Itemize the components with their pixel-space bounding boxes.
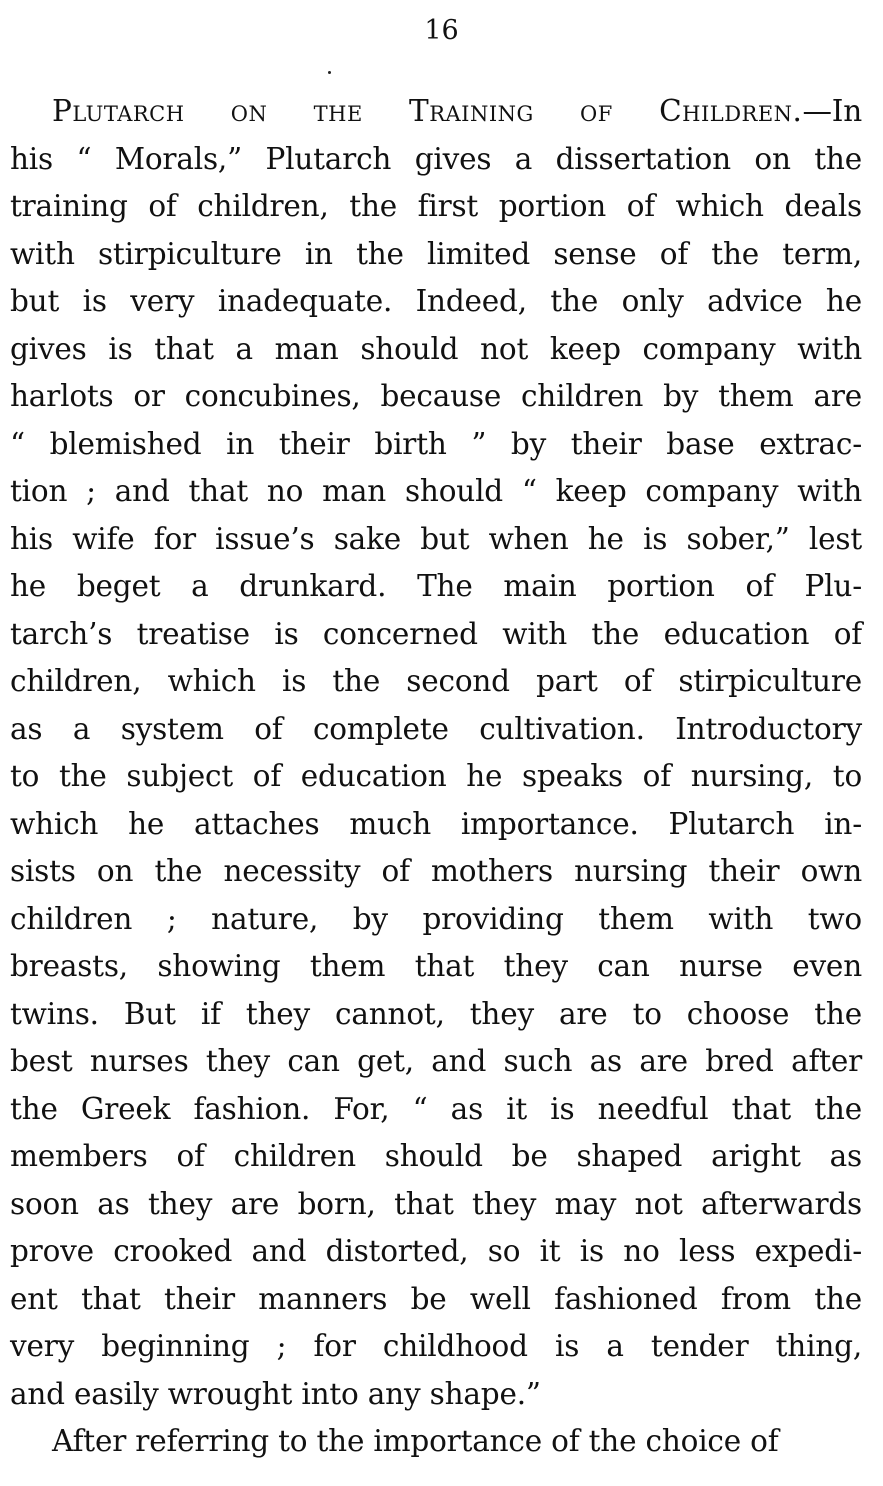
text-line: children ; nature, by providing them with two <box>10 901 862 936</box>
text-line: best nurses they can get, and such as are bred after <box>10 1044 862 1078</box>
text-line: sists on the necessity of mothers nursing their own <box>10 854 862 888</box>
text-line: his “ Morals,” Plutarch gives a dissertation on the <box>10 141 862 176</box>
text-line: to the subject of education he speaks of nursing, to <box>10 759 862 793</box>
paragraph-next <box>10 1418 862 1466</box>
section-heading: Plutarch on the Training of Children. <box>52 94 803 128</box>
text-line: soon as they are born, that they may not afterwards <box>10 1186 862 1221</box>
text-line: After referring to the importance of the choice of <box>52 1424 779 1458</box>
text-line: which he attaches much importance. Plutarch in- <box>10 806 862 841</box>
text-line-fragment: —In <box>802 94 862 128</box>
text-line: with stirpiculture in the limited sense of the term, <box>10 236 862 271</box>
text-line: the Greek fashion. For, “ as it is needful that the <box>10 1091 862 1126</box>
text-line: training of children, the first portion of which deals <box>10 189 862 223</box>
text-line: he beget a drunkard. The main portion of Plu- <box>10 569 862 603</box>
text-line: tion ; and that no man should “ keep company with <box>10 474 862 508</box>
text-line: and easily wrought into any shape.” <box>10 1376 541 1411</box>
text-line: as a system of complete cultivation. Introductory <box>10 711 862 746</box>
text-line: his wife for issue’s sake but when he is sober,” lest <box>10 521 862 556</box>
text-line: harlots or concubines, because children by them are <box>10 379 862 413</box>
text-line <box>10 88 862 136</box>
text-line: ent that their manners be well fashioned from the <box>10 1281 862 1316</box>
paragraph-plutarch <box>10 88 862 1418</box>
text-line: very beginning ; for childhood is a tender thing, <box>10 1329 862 1363</box>
text-line: members of children should be shaped aright as <box>10 1139 862 1173</box>
text-line: tarch’s treatise is concerned with the education of <box>10 616 862 651</box>
text-line: prove crooked and distorted, so it is no less expedi- <box>10 1234 862 1268</box>
page-number: 16 <box>424 15 459 46</box>
text-line: “ blemished in their birth ” by their base extrac- <box>10 426 862 461</box>
text-line: gives is that a man should not keep company with <box>10 331 862 366</box>
text-line: twins. But if they cannot, they are to choose the <box>10 996 862 1031</box>
page-body <box>10 88 862 1466</box>
print-speck <box>328 71 331 74</box>
text-line: but is very inadequate. Indeed, the only advice he <box>10 284 862 318</box>
text-line: breasts, showing them that they can nurse even <box>10 949 862 983</box>
text-line: children, which is the second part of stirpiculture <box>10 664 862 698</box>
